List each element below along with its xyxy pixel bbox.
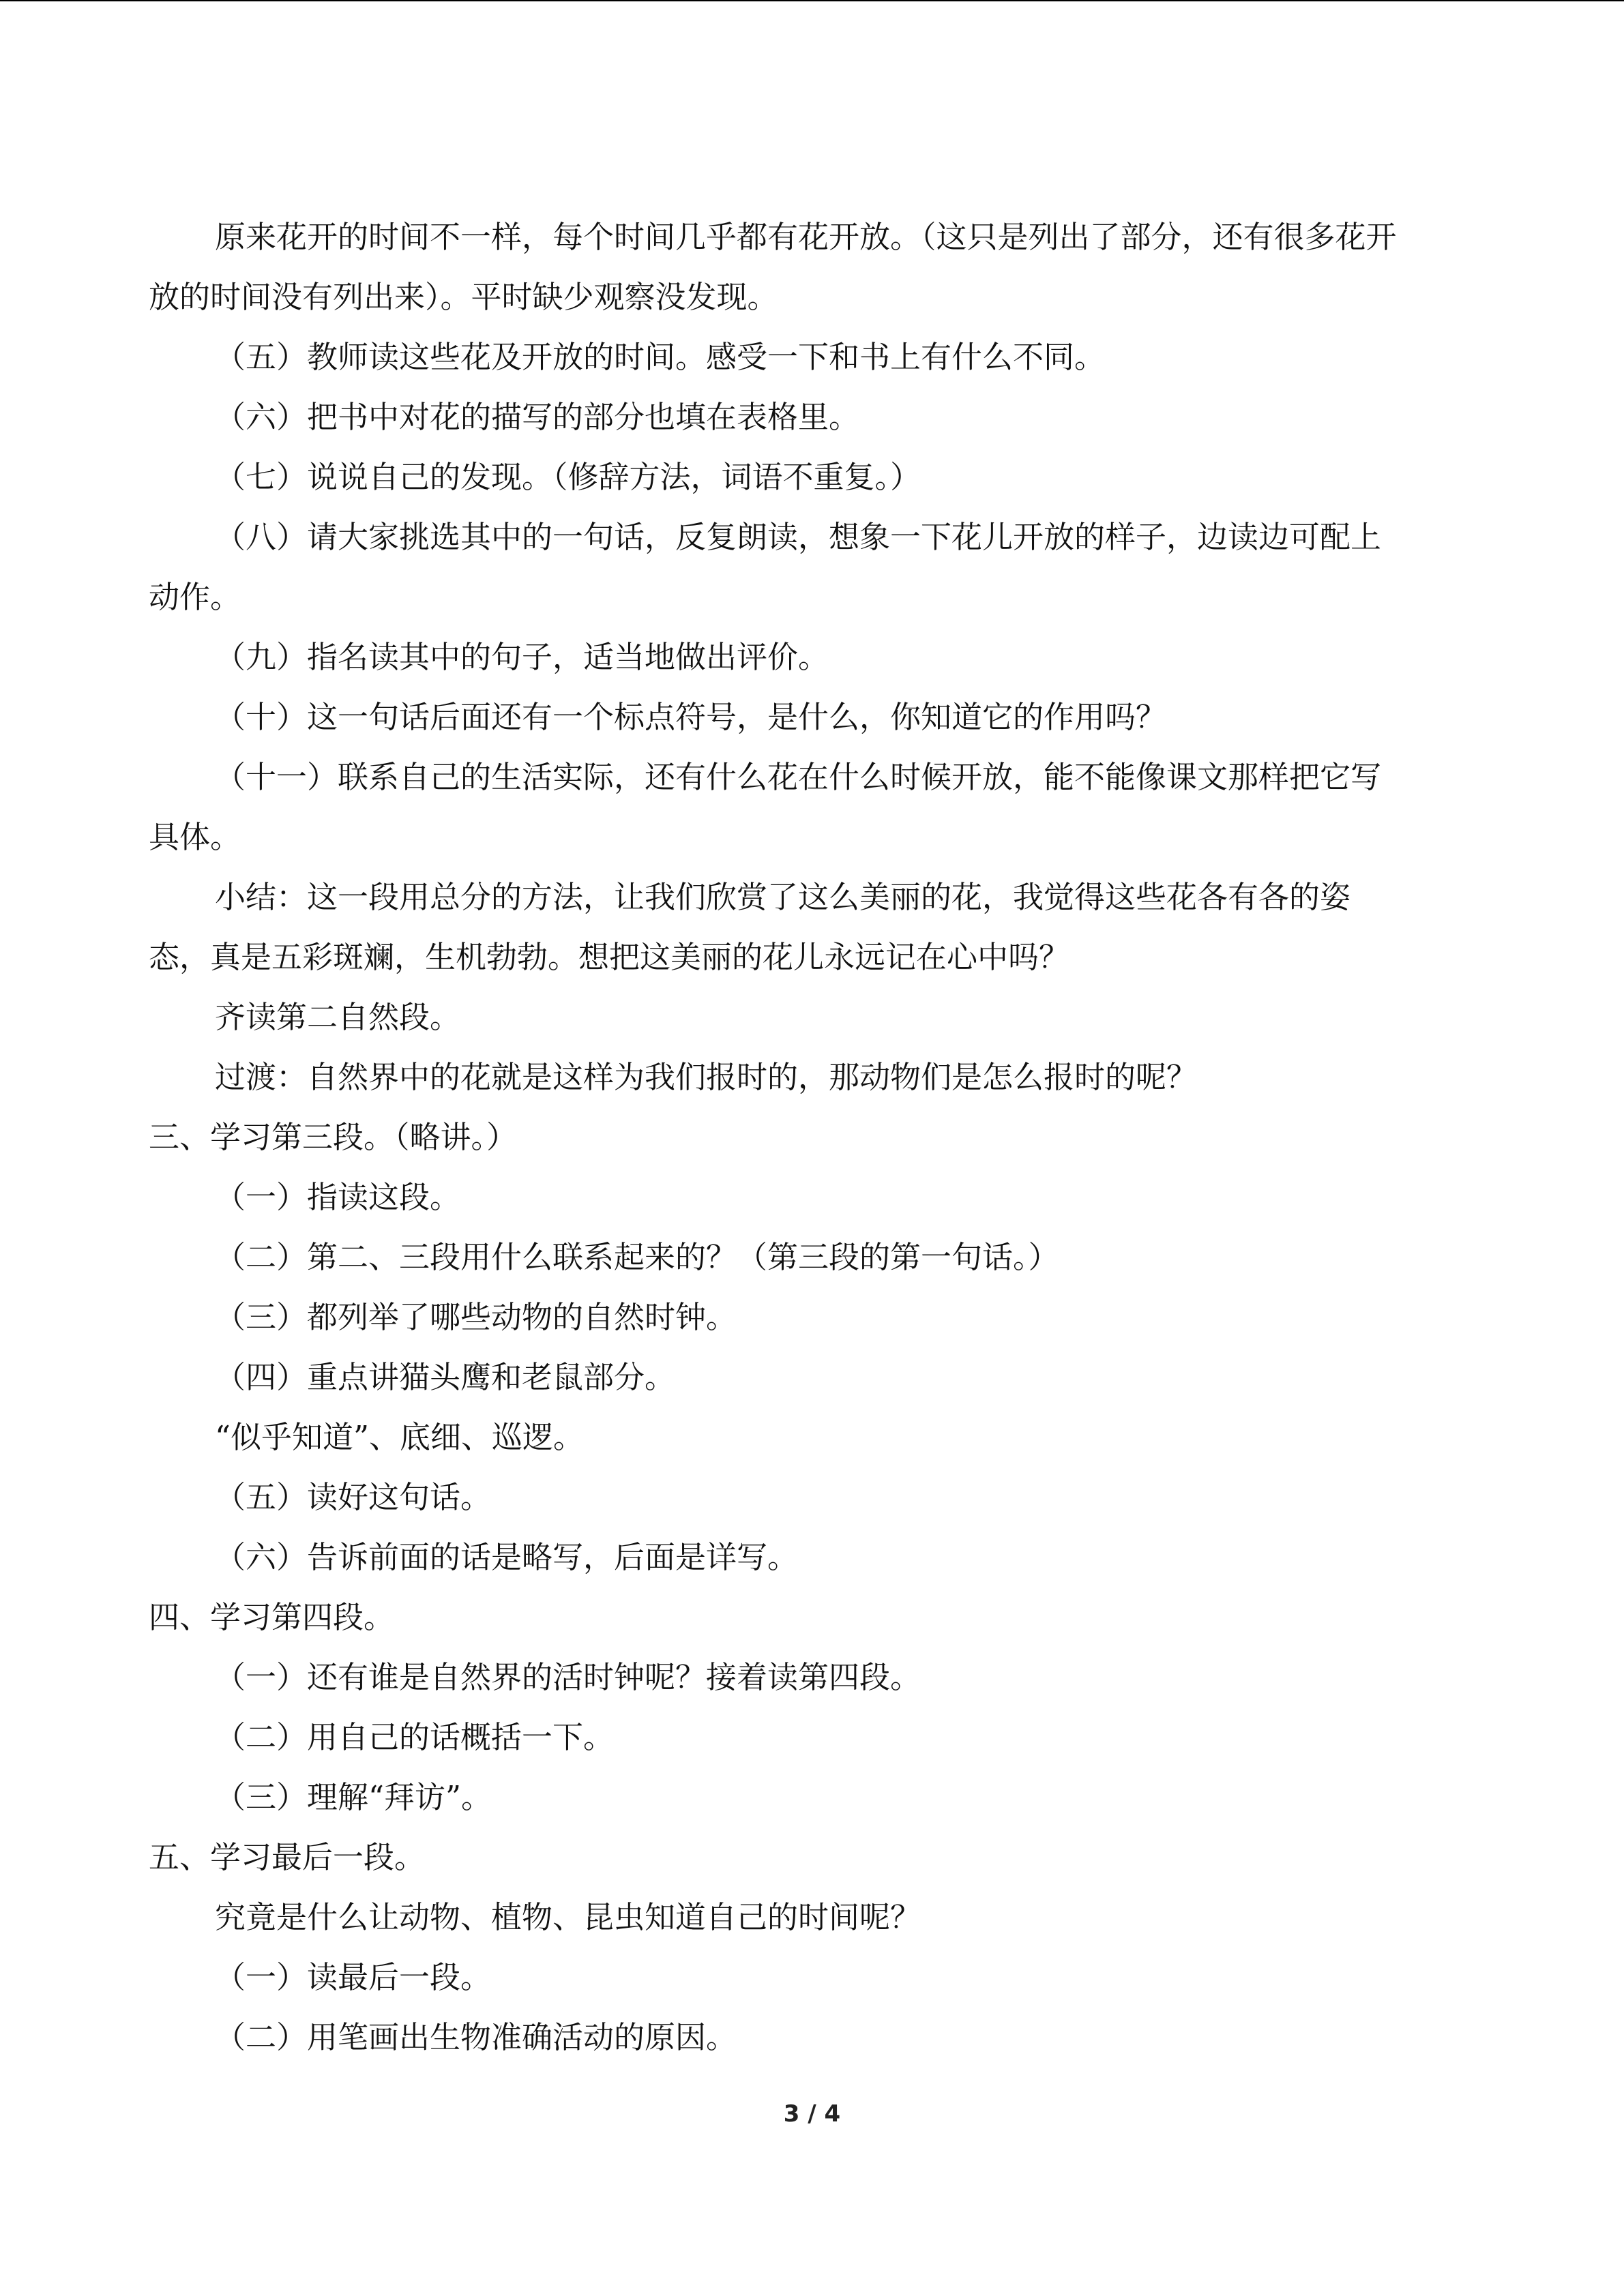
text-line: 齐读第二自然段。	[215, 999, 461, 1035]
text-line: （八）请大家挑选其中的一句话，反复朗读，想象一下花儿开放的样子，边读边可配上	[215, 519, 1382, 555]
text-line: （十一）联系自己的生活实际，还有什么花在什么时候开放，能不能像课文那样把它写	[215, 759, 1382, 795]
text-line: 四、学习第四段。	[149, 1599, 395, 1635]
text-line: （七）说说自己的发现。（修辞方法，词语不重复。）	[215, 459, 921, 495]
text-line: 三、学习第三段。（略讲。）	[149, 1119, 518, 1155]
text-line: 放的时间没有列出来）。平时缺少观察没发现。	[149, 279, 778, 315]
text-line: （三）都列举了哪些动物的自然时钟。	[215, 1299, 737, 1335]
text-line: （二）用自己的话概括一下。	[215, 1719, 615, 1755]
text-line: 态，真是五彩斑斓，生机勃勃。想把这美丽的花儿永远记在心中吗？	[149, 939, 1070, 975]
text-line: 究竟是什么让动物、植物、昆虫知道自己的时间呢？	[215, 1899, 921, 1935]
text-line: （六）把书中对花的描写的部分也填在表格里。	[215, 399, 860, 435]
text-line: （九）指名读其中的句子，适当地做出评价。	[215, 639, 829, 675]
text-line: （三）理解“拜访”。	[215, 1779, 492, 1815]
text-line: 具体。	[149, 819, 241, 855]
text-line: 小结：这一段用总分的方法，让我们欣赏了这么美丽的花，我觉得这些花各有各的姿	[215, 879, 1351, 915]
text-line: 过渡：自然界中的花就是这样为我们报时的，那动物们是怎么报时的呢？	[215, 1059, 1198, 1095]
text-line: （一）读最后一段。	[215, 1959, 492, 1995]
text-line: 动作。	[149, 579, 241, 615]
text-line: 原来花开的时间不一样，每个时间几乎都有花开放。（这只是列出了部分，还有很多花开	[215, 219, 1397, 255]
text-line: （二）用笔画出生物准确活动的原因。	[215, 2019, 737, 2055]
text-line: （二）第二、三段用什么联系起来的？（第三段的第一句话。）	[215, 1239, 1059, 1275]
text-line: 五、学习最后一段。	[149, 1839, 426, 1875]
page-number: 3 / 4	[783, 2100, 841, 2128]
text-line: （十）这一句话后面还有一个标点符号，是什么，你知道它的作用吗？	[215, 699, 1167, 735]
text-line: （五）教师读这些花及开放的时间。感受一下和书上有什么不同。	[215, 339, 1106, 375]
text-line: （一）指读这段。	[215, 1179, 461, 1215]
text-line: （六）告诉前面的话是略写，后面是详写。	[215, 1539, 799, 1575]
text-line: （四）重点讲猫头鹰和老鼠部分。	[215, 1359, 676, 1395]
document-body	[149, 207, 1480, 2068]
text-line: “似乎知道”、底细、巡逻。	[215, 1419, 585, 1455]
text-line: （五）读好这句话。	[215, 1479, 492, 1515]
text-line: （一）还有谁是自然界的活时钟呢？接着读第四段。	[215, 1659, 921, 1695]
